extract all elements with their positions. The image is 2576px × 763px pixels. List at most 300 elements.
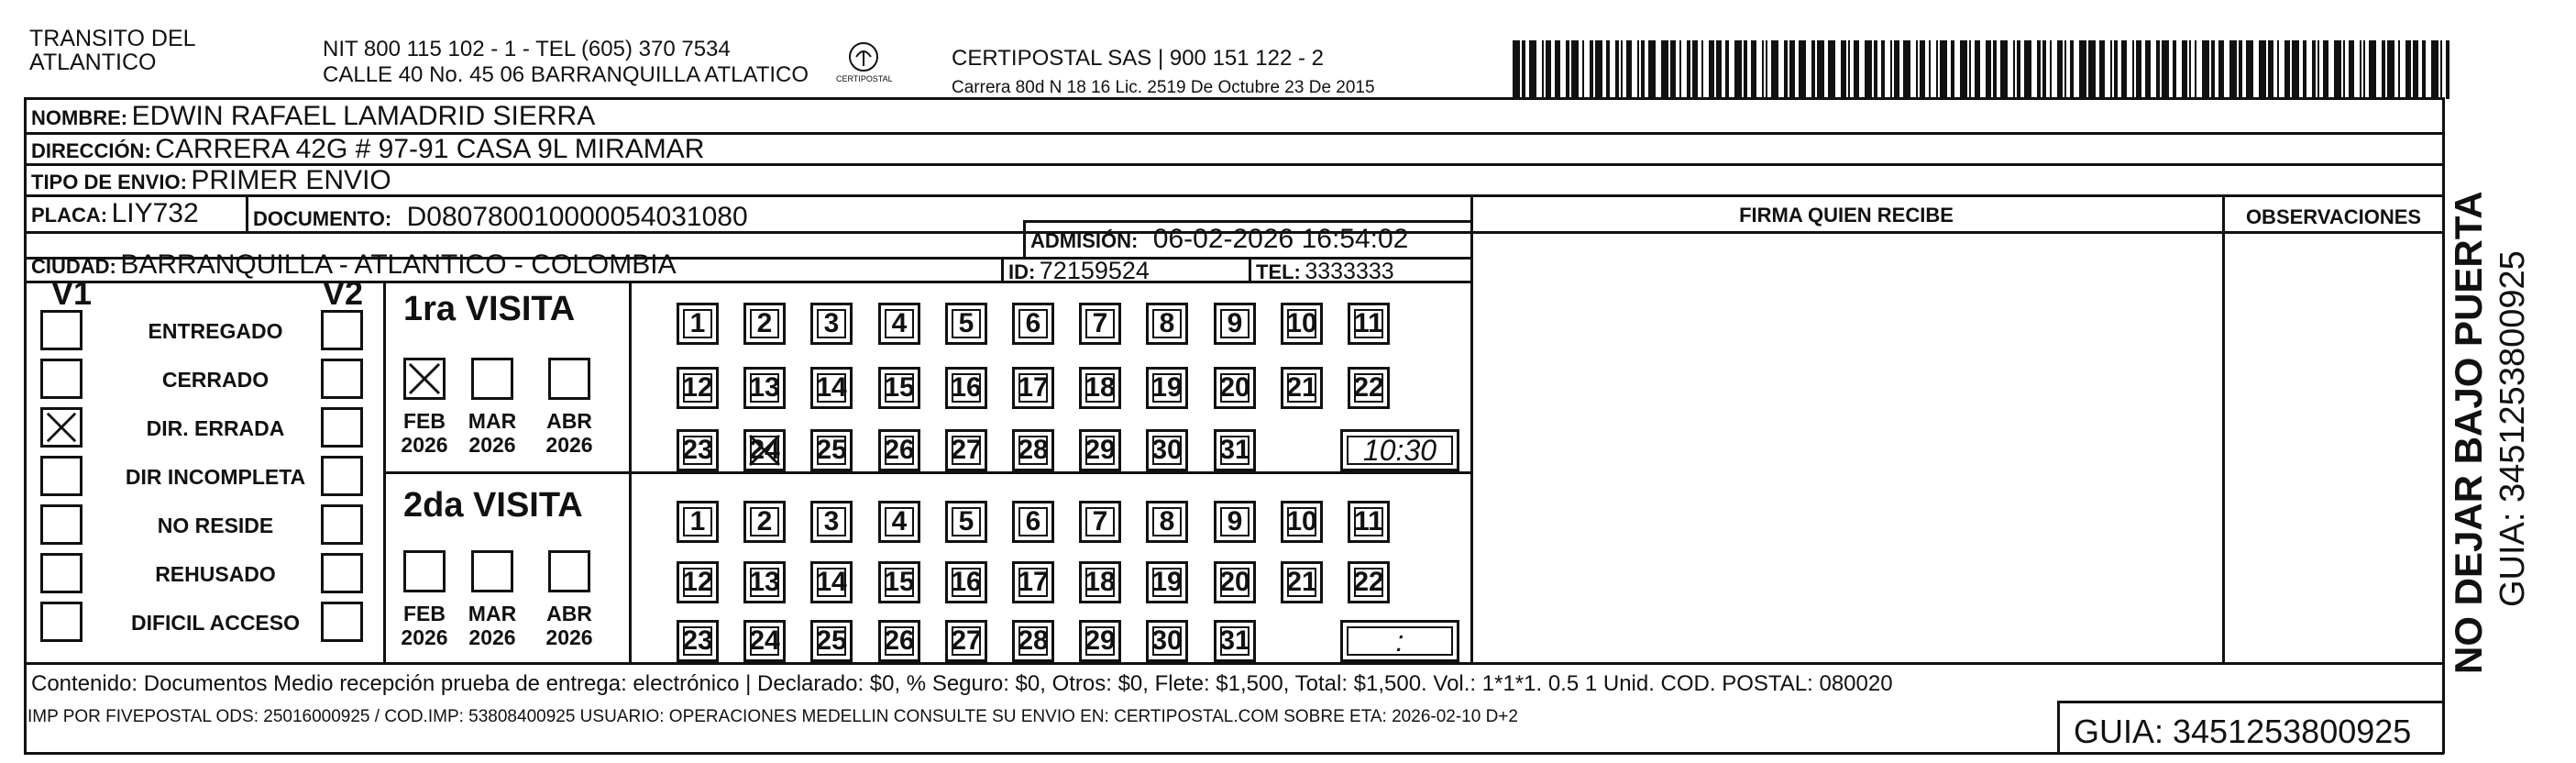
plate-label: PLACA: (31, 204, 108, 227)
barcode-bar (2349, 40, 2354, 99)
barcode-bar (2162, 40, 2169, 99)
v1-label: V1 (51, 274, 93, 312)
barcode-bar (1555, 40, 1560, 99)
status-option-label: DIR INCOMPLETA (125, 465, 306, 489)
row-line-6 (24, 281, 1472, 283)
day-number: 21 (1286, 567, 1317, 597)
footer-line (24, 662, 2444, 665)
barcode-bar (2360, 40, 2361, 99)
footer-guide-divider (2057, 701, 2060, 754)
status-option-label: DIFICIL ACCESO (130, 611, 300, 635)
document-value: D080780010000054031080 (406, 202, 748, 232)
contents-line: Contenido: Documentos Medio recepción prueba de entrega: electrónico | Declarado: $0, % Seguro: $0, Otros: $0, Flete: $1,500, Total: $1,500. Vol.: 1*1*1. 0.5 1 Unid. COD. POSTAL: 080020 (31, 671, 1893, 696)
status-option-label: ENTREGADO (148, 319, 283, 343)
barcode-bar (1621, 40, 1623, 99)
day-number: 24 (749, 625, 780, 656)
day-cell[interactable] (945, 620, 987, 662)
month-label (465, 602, 520, 650)
month-name: MAR (468, 602, 517, 625)
name-value: EDWIN RAFAEL LAMADRID SIERRA (131, 101, 596, 131)
day-number: 25 (816, 435, 847, 465)
day-cell[interactable] (743, 367, 786, 409)
day-cell[interactable] (810, 501, 853, 543)
day-number: 19 (1151, 567, 1183, 597)
day-cell[interactable] (810, 429, 853, 471)
barcode-bar (1951, 40, 1954, 99)
day-number: 28 (1018, 435, 1049, 465)
barcode-bar (1894, 40, 1899, 99)
admission-label: ADMISIÓN: (1030, 229, 1139, 252)
send-type-field (31, 167, 391, 194)
barcode-bar (2000, 40, 2008, 99)
barcode-bar (2136, 40, 2141, 99)
barcode-bar (2064, 40, 2066, 99)
name-label: NOMBRE: (31, 106, 128, 129)
barcode-bar (2369, 40, 2376, 99)
day-number: 12 (682, 372, 713, 403)
barcode-bar (2387, 40, 2394, 99)
day-number: 5 (958, 506, 974, 536)
barcode-bar (2099, 40, 2105, 99)
day-cell[interactable] (878, 561, 920, 603)
month-year: 2026 (401, 625, 448, 650)
v2-checkbox[interactable] (321, 456, 363, 496)
frame-top (24, 97, 2444, 100)
day-cell[interactable] (1146, 501, 1188, 543)
tel-value: 3333333 (1305, 259, 1394, 284)
signature-header: FIRMA QUIEN RECIBE (1739, 204, 1954, 227)
barcode-bar (1692, 40, 1698, 99)
v2-checkbox[interactable] (321, 359, 363, 399)
barcode-bar (1784, 40, 1788, 99)
barcode-bar (2145, 40, 2151, 99)
day-cell[interactable] (1348, 303, 1390, 345)
day-number: 10 (1286, 308, 1317, 338)
month-year: 2026 (545, 625, 593, 650)
barcode-bar (1762, 40, 1764, 99)
send-type-value: PRIMER ENVIO (191, 165, 391, 195)
v1-checkbox[interactable] (40, 310, 83, 350)
barcode-bar (2312, 40, 2316, 99)
day-cell[interactable] (1214, 303, 1256, 345)
day-cell[interactable] (1348, 367, 1390, 409)
barcode-bar (1542, 40, 1544, 99)
barcode-bar (2382, 40, 2385, 99)
barcode-bar (1546, 40, 1551, 99)
barcode-bar (2334, 40, 2341, 99)
barcode-bar (2229, 40, 2237, 99)
day-cell[interactable] (1214, 429, 1256, 471)
barcode-bar (2284, 40, 2290, 99)
side-guide-number: GUIA: 3451253800925 (2493, 250, 2532, 607)
day-cell[interactable] (1079, 501, 1121, 543)
plate-value: LIY732 (111, 198, 199, 228)
month-name: FEB (403, 602, 446, 625)
issuer-nit: NIT 800 115 102 - 1 - TEL (605) 370 7534 (323, 37, 731, 61)
v1-checkbox[interactable] (40, 359, 83, 399)
id-label: ID: (1008, 260, 1036, 283)
observations-header: OBSERVACIONES (2245, 205, 2422, 228)
month-label (542, 409, 597, 458)
day-number: 16 (951, 372, 982, 403)
barcode-bar (2121, 40, 2127, 99)
day-cell[interactable] (810, 303, 853, 345)
day-cell[interactable] (677, 367, 719, 409)
plate-field (31, 200, 199, 227)
barcode-bar (1648, 40, 1656, 99)
day-cell[interactable] (1214, 620, 1256, 662)
v2-checkbox[interactable] (321, 504, 363, 545)
barcode-bar (1940, 40, 1947, 99)
id-value: 72159524 (1039, 257, 1150, 284)
v1-checkbox[interactable] (40, 407, 83, 448)
barcode-bar (1969, 40, 1971, 99)
day-number: 11 (1354, 506, 1383, 536)
barcode-bar (1641, 40, 1645, 99)
day-number: 29 (1084, 435, 1116, 465)
barcode-bar (2042, 40, 2046, 99)
barcode-bar (1716, 40, 1722, 99)
footer-guide-number: GUIA: 3451253800925 (2074, 713, 2412, 750)
observations-area[interactable] (2225, 234, 2442, 662)
month-year: 2026 (401, 433, 448, 458)
month-year: 2026 (545, 433, 593, 458)
side-warning: NO DEJAR BAJO PUERTA (2447, 191, 2490, 674)
plate-divider (246, 194, 248, 231)
day-cell[interactable] (878, 501, 920, 543)
day-number: 10 (1286, 506, 1317, 536)
barcode-bar (2202, 40, 2209, 99)
day-number: 7 (1092, 506, 1108, 536)
day-cell[interactable] (878, 429, 920, 471)
day-number: 20 (1219, 567, 1250, 597)
barcode-bar (1975, 40, 1980, 99)
month-name: FEB (403, 409, 446, 433)
admission-divider (1023, 220, 1026, 257)
day-number: 1 (689, 506, 706, 536)
month-year: 2026 (468, 625, 516, 650)
day-number: 8 (1159, 506, 1175, 536)
v1-checkbox[interactable] (40, 456, 83, 496)
day-number: 30 (1151, 435, 1183, 465)
tel-field (1256, 260, 1394, 283)
day-cell[interactable] (1348, 501, 1390, 543)
day-number: 15 (884, 372, 915, 403)
day-number: 28 (1018, 625, 1049, 656)
day-cell[interactable] (878, 620, 920, 662)
id-field (1008, 259, 1150, 283)
barcode-bar (1903, 40, 1910, 99)
day-number: 2 (756, 506, 773, 536)
barcode-bar (1874, 40, 1877, 99)
company-license: Carrera 80d N 18 16 Lic. 2519 De Octubre 23 De 2015 (952, 78, 1375, 97)
document-field (253, 204, 748, 231)
day-cell[interactable] (1012, 501, 1054, 543)
barcode-bar (2037, 40, 2041, 99)
barcode-bar (2088, 40, 2096, 99)
city-label: CIUDAD: (31, 255, 116, 278)
barcode-bar (2110, 40, 2112, 99)
month-checkbox[interactable] (471, 550, 513, 592)
day-number: 17 (1018, 372, 1049, 403)
barcode-bar (2173, 40, 2176, 99)
certipostal-logo (836, 39, 891, 90)
day-number: 14 (816, 567, 847, 597)
day-number: 13 (749, 567, 780, 597)
barcode-bar (1571, 40, 1579, 99)
day-number: 25 (816, 625, 847, 656)
day-number: 7 (1092, 308, 1108, 338)
barcode-bar (1670, 40, 1676, 99)
barcode-bar (1734, 40, 1742, 99)
v2-checkbox[interactable] (321, 553, 363, 593)
barcode-bar (2246, 40, 2253, 99)
day-cell[interactable] (1012, 303, 1054, 345)
barcode-bar (1986, 40, 1991, 99)
barcode-bar (1766, 40, 1767, 99)
barcode-bar (1929, 40, 1931, 99)
barcode-bar (2017, 40, 2020, 99)
barcode-bar (1687, 40, 1690, 99)
day-number: 18 (1084, 567, 1116, 597)
day-cell[interactable] (1146, 620, 1188, 662)
day-cell[interactable] (945, 303, 987, 345)
day-cell[interactable] (1214, 561, 1256, 603)
barcode-bar (2114, 40, 2118, 99)
send-type-label: TIPO DE ENVIO: (31, 171, 187, 194)
barcode-bar (2057, 40, 2063, 99)
visit-time-field[interactable] (1340, 429, 1459, 471)
month-name: MAR (468, 409, 517, 433)
day-cell[interactable] (1146, 303, 1188, 345)
barcode-bar (2218, 40, 2224, 99)
month-checkbox[interactable] (548, 550, 590, 592)
issuer-address: CALLE 40 No. 45 06 BARRANQUILLA ATLATICO (323, 62, 809, 87)
day-number: 15 (884, 567, 915, 597)
day-cell[interactable] (1012, 620, 1054, 662)
barcode-bar (1841, 40, 1846, 99)
day-cell[interactable] (1214, 501, 1256, 543)
day-cell[interactable] (1079, 620, 1121, 662)
barcode-bar (2156, 40, 2160, 99)
day-check-mark (746, 432, 783, 469)
month-name: ABR (546, 409, 592, 433)
barcode-bar (1615, 40, 1619, 99)
barcode-bar (1916, 40, 1918, 99)
v2-label: V2 (323, 274, 364, 312)
day-number: 20 (1219, 372, 1250, 403)
barcode-bar (1960, 40, 1967, 99)
day-cell[interactable] (677, 620, 719, 662)
day-cell[interactable] (945, 367, 987, 409)
day-number: 31 (1219, 625, 1250, 656)
status-option-label: REHUSADO (155, 562, 276, 586)
barcode-bar (2239, 40, 2242, 99)
day-cell[interactable] (1079, 367, 1121, 409)
v1-checkbox[interactable] (40, 504, 83, 545)
day-number: 29 (1084, 625, 1116, 656)
day-cell[interactable] (677, 429, 719, 471)
document-label: DOCUMENTO: (253, 207, 392, 230)
day-cell[interactable] (1281, 561, 1323, 603)
visit2-title: 2da VISITA (403, 486, 583, 525)
day-number: 3 (823, 506, 840, 536)
id-divider (1001, 257, 1004, 281)
month-year: 2026 (468, 433, 516, 458)
day-cell[interactable] (878, 367, 920, 409)
barcode-bar (1848, 40, 1850, 99)
month-label (542, 602, 597, 650)
day-cell[interactable] (1146, 429, 1188, 471)
barcode-bar (2268, 40, 2273, 99)
day-cell[interactable] (1214, 367, 1256, 409)
barcode-bar (1522, 40, 1525, 99)
month-name: ABR (546, 602, 592, 625)
barcode-bar (1626, 40, 1632, 99)
month-checkbox[interactable] (403, 358, 446, 400)
visit-time-field[interactable] (1340, 620, 1459, 662)
barcode (1513, 40, 2452, 99)
barcode-bar (1725, 40, 1729, 99)
barcode-bar (2405, 40, 2411, 99)
month-checkbox[interactable] (403, 550, 446, 592)
barcode-bar (2323, 40, 2328, 99)
v2-checkbox[interactable] (321, 310, 363, 350)
barcode-bar (2363, 40, 2365, 99)
day-number: 13 (749, 372, 780, 403)
print-line: IMP POR FIVEPOSTAL ODS: 25016000925 / COD.IMP: 53808400925 USUARIO: OPERACIONES MEDELLIN CONSULTE SU ENVIO EN: CERTIPOSTAL.COM SOBRE ETA: 2026-02-10 D+2 (28, 707, 1518, 726)
day-cell[interactable] (1079, 429, 1121, 471)
v1-checkbox[interactable] (40, 602, 83, 642)
month-label (397, 602, 452, 650)
day-cell[interactable] (743, 561, 786, 603)
day-cell[interactable] (1348, 561, 1390, 603)
day-cell[interactable] (945, 561, 987, 603)
day-cell[interactable] (677, 501, 719, 543)
day-cell[interactable] (810, 561, 853, 603)
issuer-name-line2: ATLANTICO (29, 50, 157, 75)
day-number: 4 (891, 506, 908, 536)
barcode-bar (2277, 40, 2279, 99)
month-label (397, 409, 452, 458)
day-cell[interactable] (878, 303, 920, 345)
barcode-bar (1936, 40, 1938, 99)
day-cell[interactable] (1281, 367, 1323, 409)
barcode-bar (1890, 40, 1892, 99)
admission-top (1023, 220, 1472, 223)
v2-checkbox[interactable] (321, 407, 363, 448)
barcode-bar (2259, 40, 2266, 99)
day-number: 6 (1025, 506, 1041, 536)
company-name: CERTIPOSTAL SAS | 900 151 122 - 2 (952, 46, 1324, 71)
visit-time-value: 10:30 (1362, 433, 1437, 467)
day-number: 17 (1018, 567, 1049, 597)
frame-bottom (24, 752, 2444, 755)
v1-checkbox[interactable] (40, 553, 83, 593)
day-cell[interactable] (810, 367, 853, 409)
day-cell[interactable] (1012, 429, 1054, 471)
visit1-title: 1ra VISITA (403, 290, 576, 328)
barcode-bar (2079, 40, 2086, 99)
day-cell[interactable] (1012, 367, 1054, 409)
status-option-label: DIR. ERRADA (146, 416, 285, 440)
barcode-bar (2070, 40, 2074, 99)
day-number: 4 (891, 308, 908, 338)
barcode-bar (1637, 40, 1639, 99)
day-cell[interactable] (1281, 501, 1323, 543)
barcode-bar (1595, 40, 1602, 99)
day-cell[interactable] (945, 501, 987, 543)
day-number: 26 (884, 625, 915, 656)
status-option-label: NO RESIDE (157, 514, 274, 537)
barcode-bar (1679, 40, 1681, 99)
day-number: 30 (1151, 625, 1183, 656)
day-number: 5 (958, 308, 974, 338)
barcode-bar (1709, 40, 1714, 99)
barcode-bar (1751, 40, 1756, 99)
barcode-bar (2211, 40, 2215, 99)
barcode-bar (1566, 40, 1569, 99)
day-number: 1 (689, 308, 706, 338)
day-cell[interactable] (743, 501, 786, 543)
barcode-bar (2431, 40, 2438, 99)
day-cell[interactable] (1012, 561, 1054, 603)
day-cell[interactable] (677, 561, 719, 603)
month-checkbox[interactable] (471, 358, 513, 400)
day-number: 31 (1219, 435, 1250, 465)
day-cell[interactable] (743, 429, 786, 471)
v2-checkbox[interactable] (321, 602, 363, 642)
barcode-bar (1771, 40, 1778, 99)
day-cell[interactable] (810, 620, 853, 662)
day-number: 23 (682, 435, 713, 465)
day-number: 8 (1159, 308, 1175, 338)
barcode-bar (1993, 40, 1997, 99)
day-cell[interactable] (743, 303, 786, 345)
city-value: BARRANQUILLA - ATLANTICO - COLOMBIA (120, 249, 677, 280)
day-cell[interactable] (1079, 561, 1121, 603)
day-number: 24 (749, 435, 780, 465)
barcode-bar (1582, 40, 1584, 99)
month-checkbox[interactable] (548, 358, 590, 400)
barcode-bar (1920, 40, 1925, 99)
barcode-bar (1881, 40, 1885, 99)
barcode-bar (1661, 40, 1668, 99)
day-cell[interactable] (677, 303, 719, 345)
day-number: 18 (1084, 372, 1116, 403)
day-number: 9 (1227, 308, 1243, 338)
issuer-name-line1: TRANSITO DEL (29, 26, 196, 51)
day-number: 27 (951, 625, 982, 656)
day-cell[interactable] (743, 620, 786, 662)
barcode-bar (1744, 40, 1747, 99)
barcode-bar (2422, 40, 2426, 99)
day-cell[interactable] (945, 429, 987, 471)
address-value: CARRERA 42G # 97-91 CASA 9L MIRAMAR (155, 134, 705, 164)
barcode-bar (2398, 40, 2400, 99)
signature-area[interactable] (1473, 234, 2222, 662)
status-option-label: CERRADO (161, 368, 270, 392)
day-cell[interactable] (1281, 303, 1323, 345)
barcode-bar (1513, 40, 1520, 99)
barcode-bar (2132, 40, 2134, 99)
barcode-bar (2317, 40, 2319, 99)
day-cell[interactable] (1146, 367, 1188, 409)
day-cell[interactable] (1146, 561, 1188, 603)
day-number: 22 (1353, 372, 1384, 403)
barcode-bar (1817, 40, 1824, 99)
day-cell[interactable] (1079, 303, 1121, 345)
